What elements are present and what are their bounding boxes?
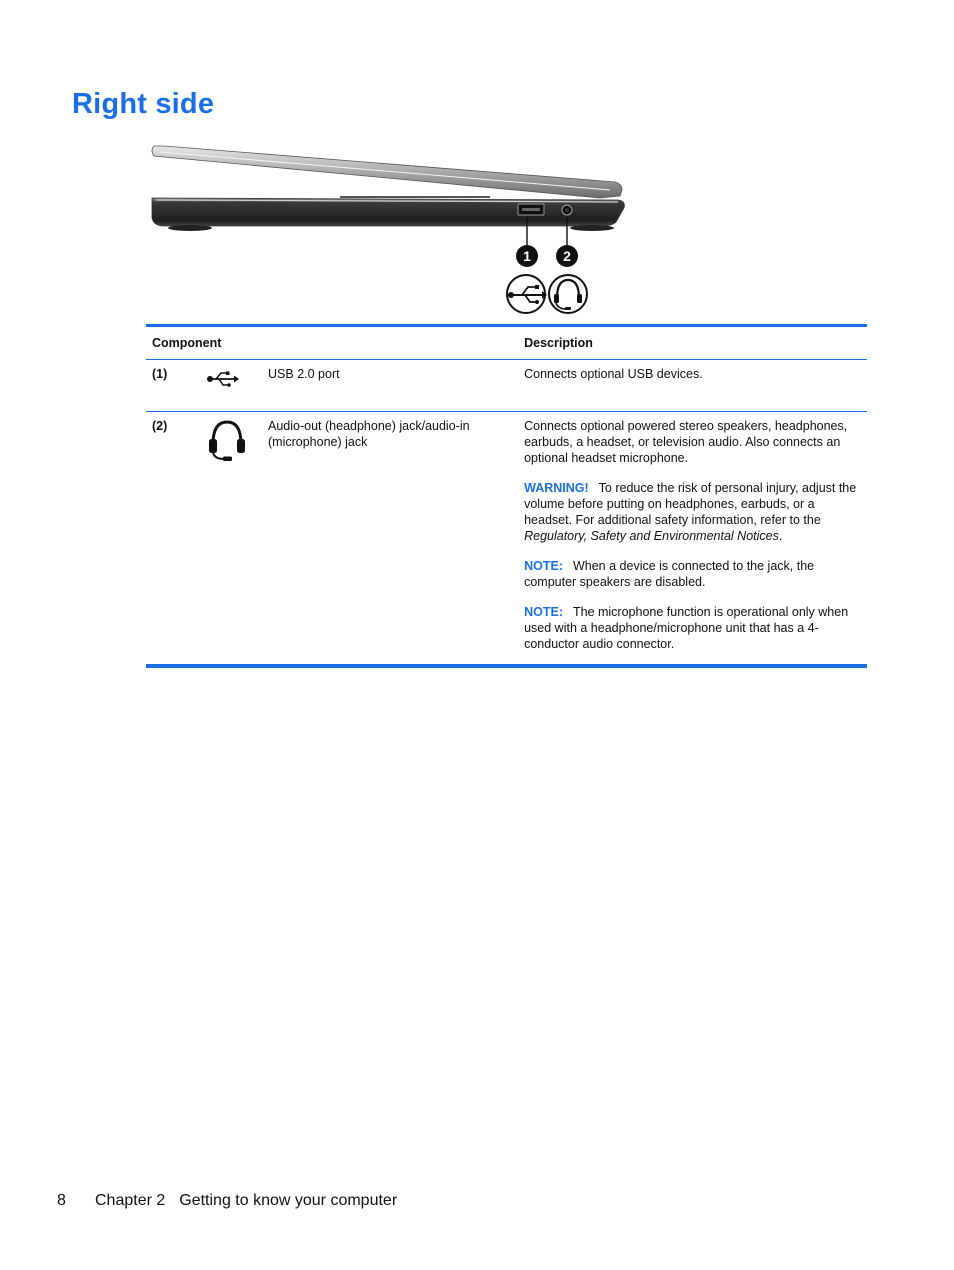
- page-footer: [57, 1192, 397, 1210]
- component-description: Connects optional powered stereo speakers, headphones, earbuds, a headset, or television audio. Also connects an optional headset microphone.: [524, 419, 848, 465]
- note-label: NOTE:: [524, 605, 563, 619]
- row-number: (2): [146, 412, 192, 667]
- header-component: Component: [146, 326, 518, 360]
- laptop-base: [152, 196, 624, 231]
- component-description: Connects optional USB devices.: [518, 360, 867, 412]
- component-name: USB 2.0 port: [262, 360, 518, 412]
- usb-icon-cell: [192, 360, 262, 412]
- component-table: [146, 324, 867, 668]
- component-description-cell: [518, 412, 867, 667]
- usb-icon: [507, 275, 547, 313]
- note-block-1: [524, 558, 861, 590]
- laptop-illustration: [140, 138, 640, 320]
- table-header-row: [146, 326, 867, 360]
- warning-end: .: [778, 529, 783, 543]
- footer-chapter: Chapter 2: [95, 1192, 166, 1209]
- table-row: [146, 412, 867, 667]
- note-text: When a device is connected to the jack, the computer speakers are disabled.: [524, 559, 815, 589]
- audio-jack-hardware: [562, 205, 572, 215]
- laptop-right-side-figure: [140, 138, 640, 320]
- warning-reference: Regulatory, Safety and Environmental Notices: [524, 529, 779, 543]
- warning-block: [524, 480, 861, 544]
- table-row: [146, 360, 867, 412]
- laptop-lid: [152, 146, 622, 198]
- usb-icon: [206, 368, 240, 390]
- headphone-icon: [207, 418, 247, 462]
- component-name: Audio-out (headphone) jack/audio-in (microphone) jack: [262, 412, 518, 667]
- callout-badge-1: [516, 245, 538, 267]
- note-label: NOTE:: [524, 559, 563, 573]
- usb-port-hardware: [518, 204, 544, 215]
- row-number: (1): [146, 360, 192, 412]
- page-number: 8: [57, 1192, 66, 1209]
- footer-chapter-title: Getting to know your computer: [179, 1192, 398, 1209]
- note-text: The microphone function is operational only when used with a headphone/microphone unit that has a 4-conductor audio connector.: [524, 605, 849, 651]
- callout-badge-2: [556, 245, 578, 267]
- headphone-icon: [549, 275, 587, 313]
- callout-number-2: 2: [563, 248, 571, 264]
- callout-number-1: 1: [523, 248, 531, 264]
- headphone-icon-cell: [192, 412, 262, 667]
- warning-label: WARNING!: [524, 481, 589, 495]
- page-title: Right side: [72, 88, 215, 120]
- warning-text: To reduce the risk of personal injury, adjust the volume before putting on headphones, earbuds, or a headset. For additional safety information, refer to the: [524, 481, 857, 527]
- note-block-2: [524, 604, 861, 652]
- header-description: Description: [518, 326, 867, 360]
